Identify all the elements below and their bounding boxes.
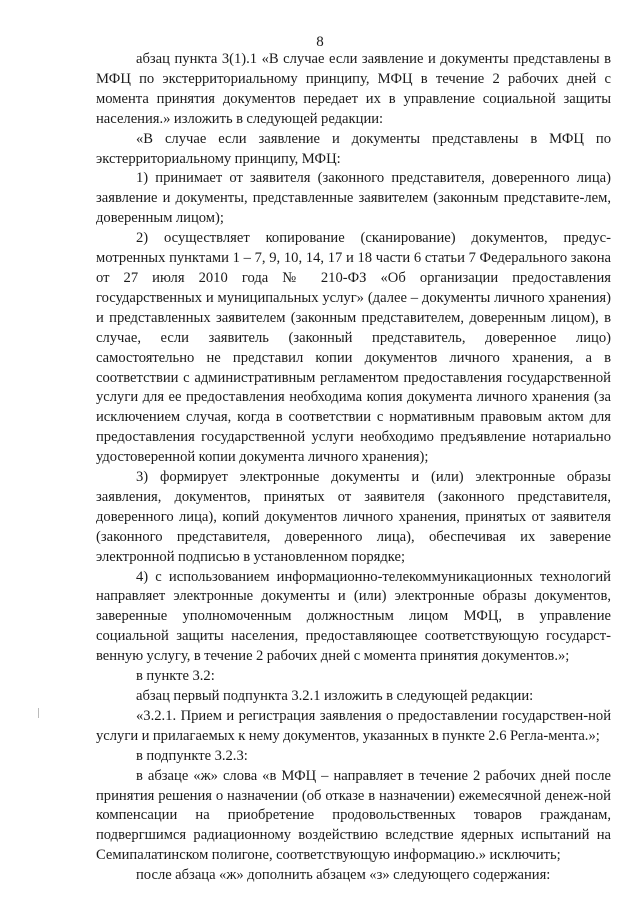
paragraph-quoted-intro: «В случае если заявление и документы представлены в МФЦ по экстерриториальному принципу, МФЦ: bbox=[96, 130, 611, 167]
paragraph-item-4: 4) с использованием информационно-телекоммуникационных технологий направляет электронные документы и (или) электронные образы документов, заверенные уполномоченным должностным лицом МФЦ, в управление социальной защиты населения, предоставляющее соответствующую государст-венную услугу, в течение 2 рабочих дней с момента принятия документов.»; bbox=[96, 568, 611, 665]
paragraph-amend-3-1-1: абзац пункта 3(1).1 «В случае если заявление и документы представлены в МФЦ по экстерриториальному принципу, МФЦ в течение 2 рабочих дней с момента принятия документов передает их в управление социальной защиты населения.» изложить в следующей редакции: bbox=[96, 51, 611, 127]
paragraph-item-2: 2) осуществляет копирование (сканирование) документов, предус-мотренных пунктами 1 – 7, 9, 10, 14, 17 и 18 части 6 статьи 7 Федерального закона от 27 июля 2010 года № 210-ФЗ «Об организации предоставления государственных и муниципальных услуг» (далее – документы личного хранения) и представленных заявителем (законным представителем, доверенным лицом), в случае, если заявитель (законный представитель, доверенное лицо) самостоятельно не представил копии документов личного хранения, а в соответствии с административным регламентом предоставления государственной услуги для ее предоставления необходима копия документа личного хранения (за исключением случая, когда в соответствии с нормативным правовым актом для предоставления государственной услуги необходимо предъявление нотариально удостоверенной копии документа личного хранения); bbox=[96, 230, 611, 466]
paragraph-in-subpoint-3-2-3: в подпункте 3.2.3: bbox=[136, 747, 248, 764]
page-number: 8 bbox=[316, 34, 324, 50]
document-body bbox=[96, 50, 611, 886]
paragraph-in-point-3-2: в пункте 3.2: bbox=[136, 668, 215, 685]
paragraph-add-abzac-z: после абзаца «ж» дополнить абзацем «з» следующего содержания: bbox=[136, 867, 551, 884]
paragraph-item-1: 1) принимает от заявителя (законного представителя, доверенного лица) заявление и документы, представленные заявителем (законным представите-лем, доверенным лицом); bbox=[96, 170, 611, 227]
paragraph-item-3: 3) формирует электронные документы и (или) электронные образы заявления, документов, принятых от заявителя (законного представителя, доверенного лица), копий документов личного хранения, принятых от заявителя (законного представителя, доверенного лица), обеспечивая их заверение электронной подписью в установленном порядке; bbox=[96, 469, 611, 565]
paragraph-abzac-zh: в абзаце «ж» слова «в МФЦ – направляет в течение 2 рабочих дней после принятия решения о назначении (об отказе в назначении) ежемесячной денеж-ной компенсации на приобретение продовольственных товаров гражданам, подвергшимся радиационному воздействию вследствие ядерных испытаний на Семипалатинском полигоне, соответствующую информацию.» исключить; bbox=[96, 767, 611, 864]
scan-edge-mark bbox=[38, 708, 39, 718]
paragraph-quoted-3-2-1: «3.2.1. Прием и регистрация заявления о предоставлении государствен-ной услуги и прилагаемых к нему документов, указанных в пункте 2.6 Регла-мента.»; bbox=[96, 707, 611, 744]
paragraph-first-of-3-2-1: абзац первый подпункта 3.2.1 изложить в следующей редакции: bbox=[136, 688, 534, 704]
